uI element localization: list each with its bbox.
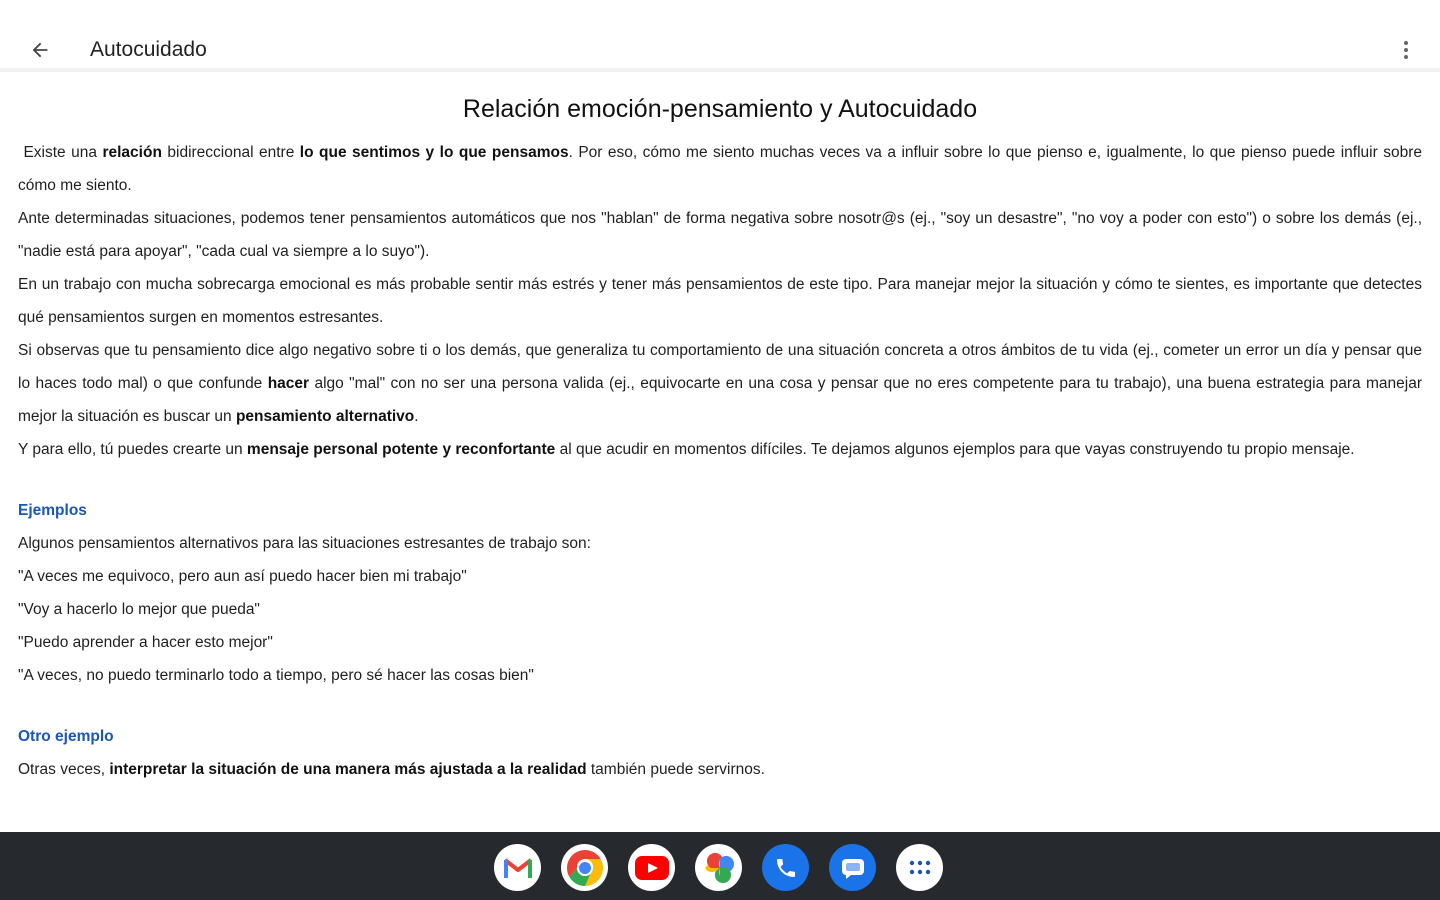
dock-apps	[494, 844, 943, 891]
paragraph-relation: Existe una relación bidireccional entre lo que sentimos y lo que pensamos. Por eso, cómo me siento muchas veces va a influir sobre lo que pienso e, igualmente, lo que pienso puede influir sobre cómo me siento.	[18, 144, 1422, 194]
app-title: Autocuidado	[90, 38, 207, 61]
phone-icon	[774, 856, 798, 880]
more-options-button[interactable]	[1392, 36, 1420, 64]
chrome-app-button[interactable]	[561, 844, 608, 891]
article-body	[0, 136, 1440, 786]
example-item: "A veces, no puedo terminarlo todo a tiempo, pero sé hacer las cosas bien"	[18, 667, 534, 684]
other-example-text: Otras veces, interpretar la situación de una manera más ajustada a la realidad también puede servirnos.	[18, 761, 765, 778]
messages-icon	[840, 856, 866, 880]
spacer	[18, 692, 1422, 720]
examples-heading: Ejemplos	[18, 502, 87, 519]
photos-icon	[702, 851, 736, 885]
examples-intro: Algunos pensamientos alternativos para las situaciones estresantes de trabajo son:	[18, 535, 591, 552]
phone-app-button[interactable]	[762, 844, 809, 891]
article-content[interactable]	[0, 76, 1440, 832]
photos-app-button[interactable]	[695, 844, 742, 891]
chrome-icon	[565, 848, 605, 888]
arrow-left-icon	[29, 39, 51, 61]
other-example-heading: Otro ejemplo	[18, 728, 114, 745]
example-item: "Puedo aprender a hacer esto mejor"	[18, 634, 273, 651]
app-bar	[0, 0, 1440, 72]
paragraph-personal-message: Y para ello, tú puedes crearte un mensaje personal potente y reconfortante al que acudir en momentos difíciles. Te dejamos algunos ejemplos para que vayas construyendo tu propio mensaje.	[18, 441, 1355, 458]
example-item: "Voy a hacerlo lo mejor que pueda"	[18, 601, 260, 618]
taskbar-dock	[0, 832, 1440, 900]
spacer	[18, 466, 1422, 494]
paragraph-alternative-thought: Si observas que tu pensamiento dice algo negativo sobre ti o los demás, que generaliza tu comportamiento de una situación concreta a otros ámbitos de tu vida (ej., cometer un error un día y pensar que lo haces todo mal) o que confunde hacer algo "mal" con no ser una persona valida (ej., equivocarte en una cosa y pensar que no eres competente para tu trabajo), una buena estrategia para manejar mejor la situación es buscar un pensamiento alternativo.	[18, 342, 1422, 425]
app-drawer-button[interactable]	[896, 844, 943, 891]
paragraph-overload: En un trabajo con mucha sobrecarga emocional es más probable sentir más estrés y tener más pensamientos de este tipo. Para manejar mejor la situación y cómo te sientes, es importante que detectes qué pensamientos surgen en momentos estresantes.	[18, 276, 1422, 326]
more-vertical-icon	[1403, 40, 1409, 60]
youtube-app-button[interactable]	[628, 844, 675, 891]
gmail-icon	[503, 856, 533, 880]
messages-app-button[interactable]	[829, 844, 876, 891]
article-title: Relación emoción-pensamiento y Autocuidado	[462, 95, 978, 123]
gmail-app-button[interactable]	[494, 844, 541, 891]
paragraph-automatic-thoughts: Ante determinadas situaciones, podemos tener pensamientos automáticos que nos "hablan" de forma negativa sobre nosotr@s (ej., "soy un desastre", "no voy a poder con esto") o sobre los demás (ej., "nadie está para apoyar", "cada cual va siempre a lo suyo").	[18, 210, 1422, 260]
youtube-icon	[635, 856, 669, 880]
app-drawer-icon	[909, 860, 931, 876]
back-button[interactable]	[22, 30, 58, 70]
example-item: "A veces me equivoco, pero aun así puedo hacer bien mi trabajo"	[18, 568, 467, 585]
